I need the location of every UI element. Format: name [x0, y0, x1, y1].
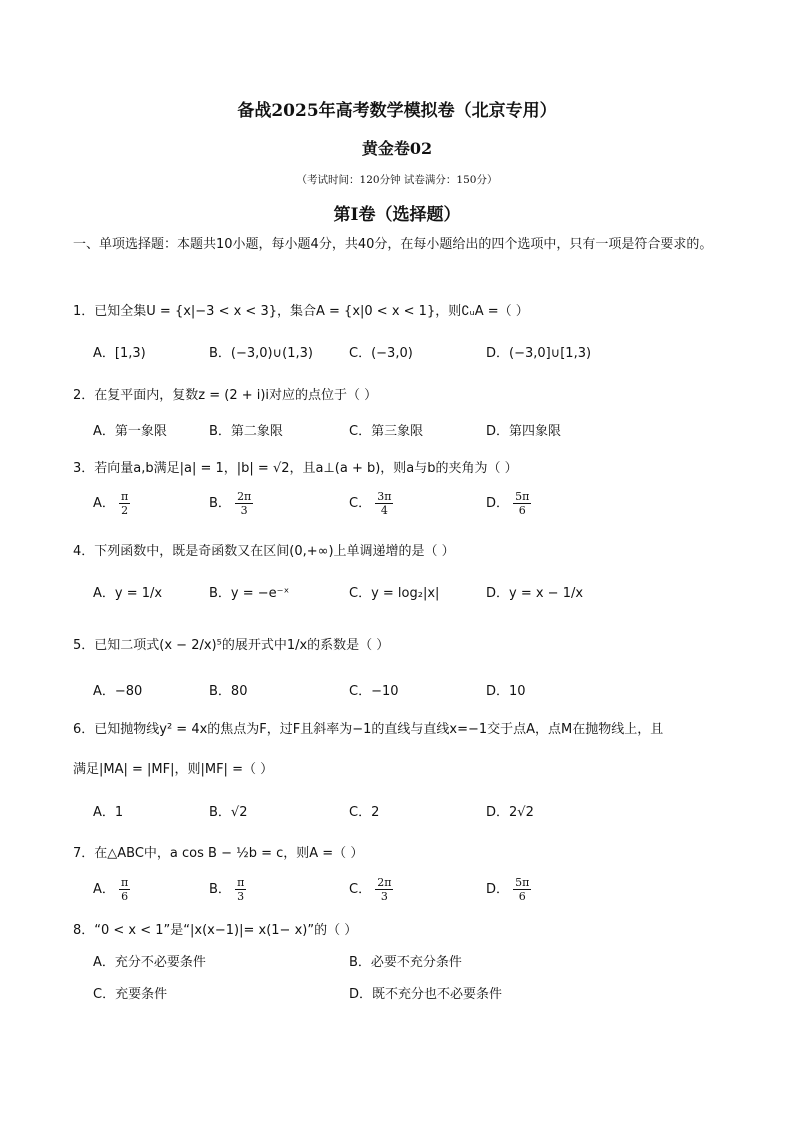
- q4-option-a: A．y = 1/x: [93, 586, 163, 601]
- q2-option-b: B．第二象限: [209, 424, 283, 439]
- question-4-stem: 4．下列函数中，既是奇函数又在区间(0,+∞)上单调递增的是（ ）: [73, 544, 455, 559]
- question-5-stem: 5．已知二项式(x − 2/x)⁵的展开式中1/x的系数是（ ）: [73, 638, 390, 653]
- q6-option-b: B．√2: [209, 805, 248, 820]
- q6-option-d: D．2√2: [486, 805, 534, 820]
- q5-option-c: C．−10: [349, 684, 399, 699]
- q4-option-c: C．y = log₂|x|: [349, 586, 440, 601]
- q1-option-a: A．[1,3): [93, 346, 146, 361]
- question-2-stem: 2．在复平面内，复数z = (2 + i)i对应的点位于（ ）: [73, 388, 378, 403]
- q8-option-a: A．充分不必要条件: [93, 955, 206, 970]
- question-8-stem: 8．“0 < x < 1”是“|x(x−1)|= x(1− x)”的（ ）: [73, 923, 358, 938]
- q7-option-c-fraction: $\frac{2\pi}{3}$: [377, 876, 392, 903]
- q3-option-c: C． $\frac{3\pi}{4}$: [349, 490, 392, 517]
- q7-option-b: B． $\frac{\pi}{3}$: [209, 876, 245, 903]
- q2-option-a: A．第一象限: [93, 424, 167, 439]
- q5-option-a: A．−80: [93, 684, 143, 699]
- q5-option-b: B．80: [209, 684, 248, 699]
- q7-option-d: D． $\frac{5\pi}{6}$: [486, 876, 530, 903]
- q3-option-c-fraction: $\frac{3\pi}{4}$: [377, 490, 392, 517]
- q7-option-c: C． $\frac{2\pi}{3}$: [349, 876, 392, 903]
- q2-option-d: D．第四象限: [486, 424, 562, 439]
- q7-option-b-fraction: $\frac{\pi}{3}$: [237, 876, 245, 903]
- q3-option-d-fraction: $\frac{5\pi}{6}$: [515, 490, 530, 517]
- q7-option-a: A． $\frac{\pi}{6}$: [93, 876, 129, 903]
- question-3-stem: 3．若向量a,b满足|a| = 1，|b| = √2，且a⊥(a + b)，则a与b的夹角为（ ）: [73, 461, 518, 476]
- q6-option-a: A．1: [93, 805, 124, 820]
- q4-option-b: B．y = −e⁻ˣ: [209, 586, 290, 601]
- page-title: 备战2025年高考数学模拟卷（北京专用）: [237, 101, 557, 121]
- q8-option-d: D．既不充分也不必要条件: [349, 987, 503, 1002]
- q5-option-d: D．10: [486, 684, 526, 699]
- q1-option-d: D．(−3,0]∪[1,3): [486, 346, 592, 361]
- q7-option-a-fraction: $\frac{\pi}{6}$: [121, 876, 129, 903]
- q8-option-c: C．充要条件: [93, 987, 168, 1002]
- section-intro: 一、单项选择题：本题共10小题，每小题4分，共40分，在每小题给出的四个选项中，只有一项是符合要求的。: [73, 237, 713, 252]
- q3-option-d: D． $\frac{5\pi}{6}$: [486, 490, 530, 517]
- q1-option-c: C．(−3,0): [349, 346, 413, 361]
- question-6-stem-line2: 满足|MA| = |MF|，则|MF| =（ ）: [73, 762, 274, 777]
- exam-info: （考试时间：120分钟 试卷满分：150分）: [296, 174, 498, 186]
- q1-option-b: B．(−3,0)∪(1,3): [209, 346, 313, 361]
- q3-option-a: A． $\frac{\pi}{2}$: [93, 490, 129, 517]
- q3-option-b-fraction: $\frac{2\pi}{3}$: [237, 490, 252, 517]
- q4-option-d: D．y = x − 1/x: [486, 586, 584, 601]
- question-7-stem: 7．在△ABC中，a cos B − ½b = c，则A =（ ）: [73, 846, 364, 861]
- paper-subtitle: 黄金卷02: [361, 139, 433, 158]
- q6-option-c: C．2: [349, 805, 380, 820]
- q3-option-b: B． $\frac{2\pi}{3}$: [209, 490, 252, 517]
- q3-option-a-fraction: $\frac{\pi}{2}$: [121, 490, 129, 517]
- q7-option-d-fraction: $\frac{5\pi}{6}$: [515, 876, 530, 903]
- question-6-stem: 6．已知抛物线y² = 4x的焦点为F，过F且斜率为−1的直线与直线x=−1交于点A，点M在抛物线上，且: [73, 722, 664, 737]
- q2-option-c: C．第三象限: [349, 424, 424, 439]
- question-1-stem: 1．已知全集U = {x|−3 < x < 3}，集合A = {x|0 < x < 1}，则∁ᵤA =（ ）: [73, 304, 529, 319]
- part-title: 第I卷（选择题）: [333, 205, 461, 225]
- q8-option-b: B．必要不充分条件: [349, 955, 462, 970]
